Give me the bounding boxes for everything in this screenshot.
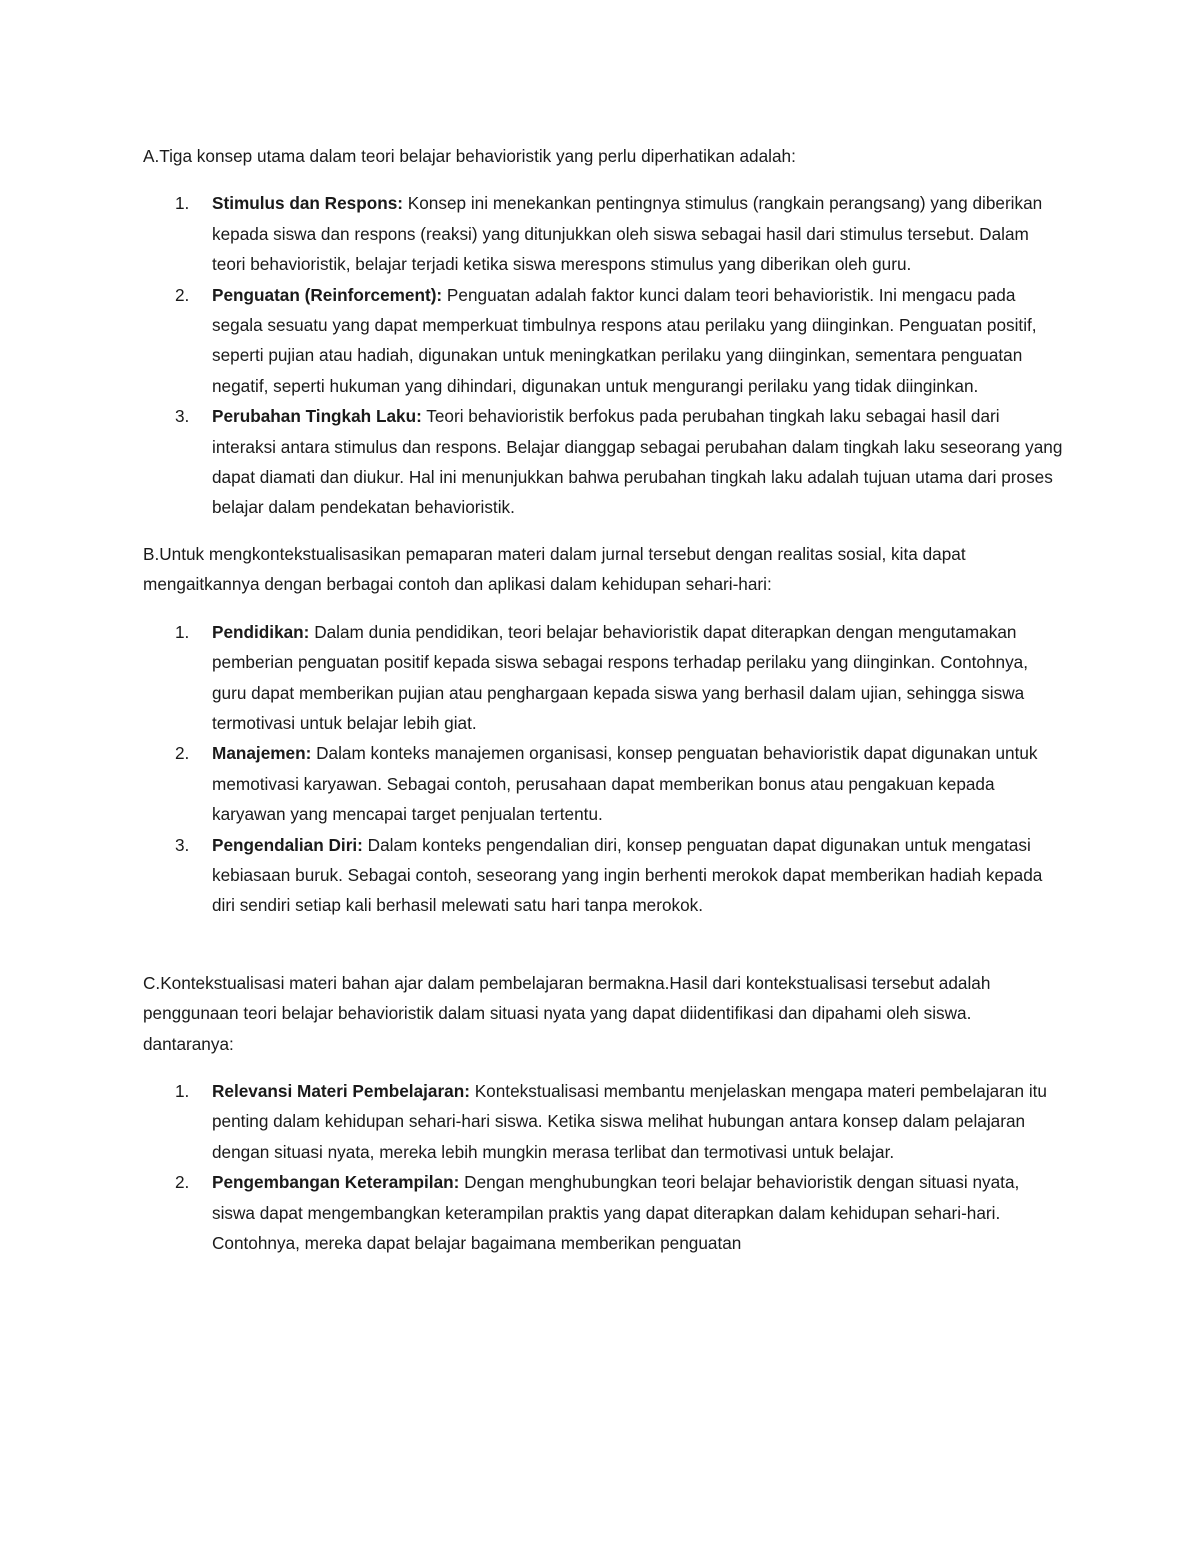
section-a-intro: A.Tiga konsep utama dalam teori belajar behavioristik yang perlu diperhatikan adalah: (143, 146, 796, 166)
list-number: 1. (175, 621, 190, 642)
list-item (143, 280, 1063, 402)
item-label: Manajemen: (212, 743, 312, 764)
list-item (143, 401, 1063, 523)
section-a-list (143, 188, 1063, 522)
item-label: Pengembangan Keterampilan: (212, 1172, 460, 1193)
list-number: 3. (175, 834, 190, 855)
list-number: 2. (175, 1172, 190, 1193)
item-label: Stimulus dan Respons: (212, 193, 403, 214)
item-label: Perubahan Tingkah Laku: (212, 406, 422, 427)
section-c-intro: C.Kontekstualisasi materi bahan ajar dalam pembelajaran bermakna.Hasil dari kontekstualisasi tersebut adalah penggunaan teori belajar behavioristik dalam situasi nyata yang dapat diidentifikasi dan dipahami oleh siswa. dantaranya: (143, 972, 991, 1054)
item-label: Pendidikan: (212, 621, 310, 642)
item-text: Konsep ini menekankan pentingnya stimulus (rangkain perangsang) yang diberikan kepada siswa dan respons (reaksi) yang ditunjukkan oleh siswa sebagai hasil dari stimulus tersebut. Dalam teori behavioristik, belajar terjadi ketika siswa merespons stimulus yang diberikan oleh guru. (212, 193, 1043, 275)
item-text: Penguatan adalah faktor kunci dalam teori behavioristik. Ini mengacu pada segala sesuatu yang dapat memperkuat timbulnya respons atau perilaku yang diinginkan. Penguatan positif, seperti pujian atau hadiah, digunakan untuk meningkatkan perilaku yang diinginkan, sementara penguatan negatif, seperti hukuman yang dihindari, digunakan untuk mengurangi perilaku yang tidak diinginkan. (212, 284, 1037, 396)
section-c-list (143, 1076, 1063, 1258)
section-b-intro: B.Untuk mengkontekstualisasikan pemaparan materi dalam jurnal tersebut dengan realitas sosial, kita dapat mengaitkannya dengan berbagai contoh dan aplikasi dalam kehidupan sehari-hari: (143, 543, 966, 595)
item-text: Dalam dunia pendidikan, teori belajar behavioristik dapat diterapkan dengan mengutamakan pemberian penguatan positif kepada siswa sebagai respons terhadap perilaku yang diinginkan. Contohnya, guru dapat memberikan pujian atau penghargaan kepada siswa yang berhasil dalam ujian, sehingga siswa termotivasi untuk belajar lebih giat. (212, 621, 1029, 733)
list-number: 1. (175, 193, 190, 214)
list-item (143, 188, 1063, 279)
item-text: Teori behavioristik berfokus pada perubahan tingkah laku sebagai hasil dari interaksi antara stimulus dan respons. Belajar dianggap sebagai perubahan dalam tingkah laku seseorang yang dapat diamati dan diukur. Hal ini menunjukkan bahwa perubahan tingkah laku adalah tujuan utama dari proses belajar dalam pendekatan behavioristik. (212, 406, 1063, 518)
list-item (143, 1167, 1063, 1258)
document-body (143, 141, 1063, 1258)
list-item (143, 617, 1063, 739)
item-label: Penguatan (Reinforcement): (212, 284, 443, 305)
list-number: 2. (175, 284, 190, 305)
list-item (143, 738, 1063, 829)
list-number: 1. (175, 1080, 190, 1101)
item-text: Dengan menghubungkan teori belajar behavioristik dengan situasi nyata, siswa dapat mengembangkan keterampilan praktis yang dapat diterapkan dalam kehidupan sehari-hari. Contohnya, mereka dapat belajar bagaimana memberikan penguatan (212, 1172, 1020, 1253)
list-item (143, 830, 1063, 921)
list-item (143, 1076, 1063, 1167)
list-number: 3. (175, 406, 190, 427)
list-number: 2. (175, 743, 190, 764)
item-text: Dalam konteks manajemen organisasi, konsep penguatan behavioristik dapat digunakan untuk memotivasi karyawan. Sebagai contoh, perusahaan dapat memberikan bonus atau pengakuan kepada karyawan yang mencapai target penjualan tertentu. (212, 743, 1038, 825)
item-label: Relevansi Materi Pembelajaran: (212, 1080, 470, 1101)
item-label: Pengendalian Diri: (212, 834, 363, 855)
section-b-list (143, 617, 1063, 921)
item-text: Dalam konteks pengendalian diri, konsep penguatan dapat digunakan untuk mengatasi kebiasaan buruk. Sebagai contoh, seseorang yang ingin berhenti merokok dapat memberikan hadiah kepada diri sendiri setiap kali berhasil melewati satu hari tanpa merokok. (212, 834, 1043, 916)
item-text: Kontekstualisasi membantu menjelaskan mengapa materi pembelajaran itu penting dalam kehidupan sehari-hari siswa. Ketika siswa melihat hubungan antara konsep dalam pelajaran dengan situasi nyata, mereka lebih mungkin merasa terlibat dan termotivasi untuk belajar. (212, 1080, 1047, 1162)
